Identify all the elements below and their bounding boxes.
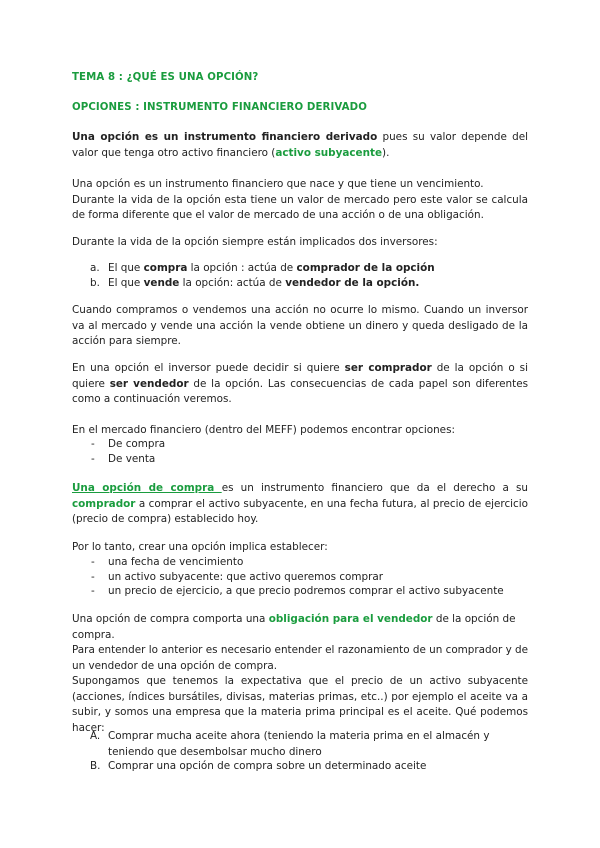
document-page: TEMA 8 : ¿QUÉ ES UNA OPCIÓN? OPCIONES : INSTRUMENTO FINANCIERO DERIVADO Una opción es un instrumento financiero derivado pues su valor depende del valor que tenga otro activo financiero (activo subyacente). Una opción es un instrumento financiero que nace y que tiene un vencimiento. Durante la vida de la opción esta tiene un valor de mercado pero este valor se calcula de forma diferente que el valor de mercado de una acción o de una obligación. Durante la vida de la opción siempre están implicados dos inversores: a. El que compra la opción : actúa de comprador de la opción b. El que vende la opción: actúa de vendedor de la opción. Cuando compramos o vendemos una acción no ocurre lo mismo. Cuando un inversor va al mercado y vende una acción la vende obtiene un dinero y queda desligado de la acción para siempre. En una opción el inversor puede decidir si quiere ser comprador de la opción o si quiere ser vendedor de la opción. Las consecuencias de cada papel son diferentes como a continuación veremos. En el mercado financiero (dentro del MEFF) podemos encontrar opciones: - De compra - De venta Una opción de compra es un instrumento financiero que da el derecho a su comprador a comprar el activo subyacente, en una fecha futura, al precio de ejercicio (precio de compra) establecido hoy. Por lo tanto, crear una opción implica establecer: - una fecha de vencimiento - un activo subyacente: que activo queremos comprar - un precio de ejercicio, a que precio podremos comprar el activo subyacente Una opción de compra comporta una obligación para el vendedor de la opción de compra. Para entender lo anterior es necesario entender el razonamiento de un comprador y de un vendedor de una opción de compra. Supongamos que tenemos la expectativa que el precio de un activo subyacente (acciones, índices bursátiles, divisas, materias primas, etc..) por ejemplo el aceite va a subir, y somos una empresa que la materia prima principal es el aceite. Qué podemos hacer: A. Comprar mucha aceite ahora (teniendo la materia prima en el almacén y teniendo que desembolsar mucho dinero B. Comprar una opción de compra sobre un determinado aceite <box>0 0 600 848</box>
page-title: TEMA 8 : ¿QUÉ ES UNA OPCIÓN? <box>72 72 259 83</box>
opcion-compra-link[interactable]: Una opción de compra <box>72 482 222 494</box>
list-item: Comprar mucha aceite ahora (teniendo la materia prima en el almacén y teniendo que desembolsar mucho dinero <box>108 730 490 758</box>
list-item: De compra <box>108 438 166 450</box>
paragraph-papeles: En una opción el inversor puede decidir si quiere ser comprador de la opción o si quiere ser vendedor de la opción. Las consecuencias de cada papel son diferentes como a continuación veremos. <box>72 362 528 405</box>
section-heading: OPCIONES : INSTRUMENTO FINANCIERO DERIVADO <box>72 102 367 113</box>
list-item: El que compra la opción : actúa de comprador de la opción <box>108 262 435 274</box>
paragraph-accion: Cuando compramos o vendemos una acción no ocurre lo mismo. Cuando un inversor va al mercado y vende una acción la vende obtiene un dinero y queda desligado de la acción para siempre. <box>72 304 528 347</box>
paragraph-razonamiento: Para entender lo anterior es necesario entender el razonamiento de un comprador y de un vendedor de una opción de compra. Supongamos que tenemos la expectativa que el precio de un activo subyacente (acciones, índices bursátiles, divisas, materias primas, etc..) por ejemplo el aceite va a subir, y somos una empresa que la materia prima principal es el aceite. Qué podemos hacer: <box>72 644 529 734</box>
paragraph-definition: Una opción es un instrumento financiero derivado pues su valor depende del valor que tenga otro activo financiero (activo subyacente). <box>72 131 528 159</box>
list-item: De venta <box>108 453 156 465</box>
paragraph-obligacion: Una opción de compra comporta una obligación para el vendedor de la opción de compra. <box>72 613 516 641</box>
definition-bold: Una opción es un instrumento financiero derivado <box>72 131 378 143</box>
paragraph-inversores: Durante la vida de la opción siempre están implicados dos inversores: <box>72 236 438 248</box>
list-item: Comprar una opción de compra sobre un determinado aceite <box>108 760 427 772</box>
paragraph-meff: En el mercado financiero (dentro del MEFF) podemos encontrar opciones: <box>72 424 455 436</box>
list-item: una fecha de vencimiento <box>108 556 244 568</box>
paragraph-establecer: Por lo tanto, crear una opción implica establecer: <box>72 541 328 553</box>
paragraph-opcion-compra: Una opción de compra es un instrumento financiero que da el derecho a su comprador a comprar el activo subyacente, en una fecha futura, al precio de ejercicio (precio de compra) establecido hoy. <box>72 482 528 525</box>
activo-subyacente-term: activo subyacente <box>275 146 383 159</box>
list-item: El que vende la opción: actúa de vendedor de la opción. <box>108 277 420 289</box>
list-item: un precio de ejercicio, a que precio podremos comprar el activo subyacente <box>108 585 504 597</box>
paragraph-vencimiento: Una opción es un instrumento financiero que nace y que tiene un vencimiento. Durante la vida de la opción esta tiene un valor de mercado pero este valor se calcula de forma diferente que el valor de mercado de una acción o de una obligación. <box>72 178 528 221</box>
list-item: un activo subyacente: que activo queremos comprar <box>108 571 384 583</box>
